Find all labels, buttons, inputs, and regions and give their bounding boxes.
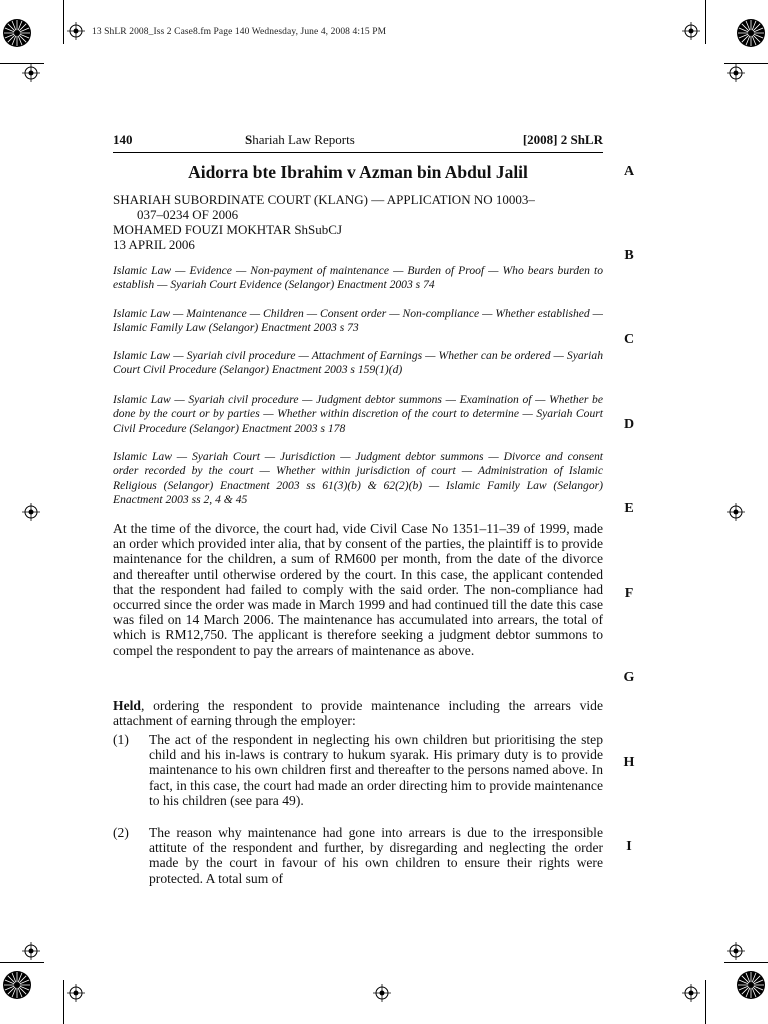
page-number: 140 [113,132,133,147]
journal-name-rest: hariah Law Reports [252,132,355,147]
catchword-paragraph: Islamic Law — Syariah civil procedure — Attachment of Earnings — Whether can be ordered — Syariah Court Civil Procedure (Selangor) Enactment 2003 s 159(1)(d) [113,349,603,377]
registration-rosette-icon [736,970,766,1000]
registration-target-icon [682,22,700,40]
held-item-text: The reason why maintenance had gone into arrears is due to the irresponsible attitute of the respondent and further, by disregarding and neglecting the order made by the court in favour of his own children to ensure their rights were protected. A total sum of [149,825,603,886]
catchword-paragraph: Islamic Law — Syariah Court — Jurisdiction — Judgment debtor summons — Divorce and consent order recorded by the court — Whether within jurisdiction of court — Administration of Islamic Religious (Selangor) Enactment 2003 ss 61(3)(b) & 62(2)(b) — Islamic Family Law (Selangor) Enactment 2003 ss 2, 4 & 45 [113,450,603,506]
margin-letter: A [623,164,635,179]
margin-letter: E [624,501,634,516]
held-intro: , ordering the respondent to provide maintenance including the arrears vide attachment of earning through the employer: [113,698,603,729]
journal-initial: S [245,132,253,147]
margin-letter: I [626,839,632,854]
facts-paragraph: At the time of the divorce, the court had, vide Civil Case No 1351–11–39 of 1999, made an order which provided inter alia, that by consent of the parties, the plaintiff is to provide maintenance for the children, a sum of RM600 per month, from the date of the divorce and thereafter until otherwise ordered by the court. In this case, the applicant contended that the respondent had failed to comply with the said order. The non-compliance had occurred since the order was made in March 1999 and had continued till the date this case was filed on 14 March 2006. The maintenance has accumulated into arrears, the total of which is RM12,750. The applicant is therefore seeking a judgment debtor summons to compel the respondent to pay the arrears of maintenance as above. [113,521,603,658]
court-line: SHARIAH SUBORDINATE COURT (KLANG) — APPLICATION NO 10003– [113,192,535,207]
catchword-paragraph: Islamic Law — Syariah civil procedure — Judgment debtor summons — Examination of — Whether be done by the court or by parties — Whether within discretion of the court to determine — Syariah Court Civil Procedure (Selangor) Enactment 2003 s 178 [113,393,603,435]
crop-mark [705,0,706,44]
margin-letter: H [623,755,635,770]
case-title: Aidorra bte Ibrahim v Azman bin Abdul Jalil [188,162,528,182]
registration-rosette-icon [2,970,32,1000]
crop-mark [63,0,64,44]
registration-target-icon [22,942,40,960]
registration-target-icon [727,503,745,521]
judge-name: MOHAMED FOUZI MOKHTAR ShSubCJ [113,222,343,237]
report-citation: [2008] 2 ShLR [522,132,603,147]
held-item-number: (1) [113,732,129,747]
held-item-text: The act of the respondent in neglecting his own children but prioritising the step child and his in-laws is contrary to hukum syarak. His primary duty is to provide maintenance to his own children first and thereafter to the persons named above. In fact, in this case, the court had made an order directing him to provide maintenance to his children (see para 49). [149,732,603,808]
registration-rosette-icon [736,18,766,48]
registration-target-icon [22,503,40,521]
held-label: Held [113,698,141,713]
registration-target-icon [682,984,700,1002]
registration-target-icon [22,64,40,82]
registration-target-icon [727,64,745,82]
crop-mark [724,962,768,963]
margin-letter: C [623,332,635,347]
file-slug: 13 ShLR 2008_Iss 2 Case8.fm Page 140 Wednesday, June 4, 2008 4:15 PM [92,27,387,37]
margin-letter: F [624,586,634,601]
registration-rosette-icon [2,18,32,48]
journal-name [245,132,355,148]
held-item-number: (2) [113,825,129,840]
catchword-paragraph: Islamic Law — Evidence — Non-payment of maintenance — Burden of Proof — Who bears burden to establish — Syariah Court Evidence (Selangor) Enactment 2003 s 74 [113,264,603,292]
decision-date: 13 APRIL 2006 [113,237,195,252]
registration-target-icon [727,942,745,960]
margin-letter: G [623,670,635,685]
held-item [113,825,603,889]
court-line-cont: 037–0234 OF 2006 [137,207,239,222]
registration-target-icon [373,984,391,1002]
header-rule [113,152,603,153]
crop-mark [0,962,44,963]
court-info [113,192,603,252]
catchword-paragraph: Islamic Law — Maintenance — Children — Consent order — Non-compliance — Whether established — Islamic Family Law (Selangor) Enactment 2003 s 73 [113,307,603,335]
running-head [113,132,603,148]
margin-letter: B [624,248,634,263]
held-paragraph [113,698,603,728]
crop-mark [63,980,64,1024]
crop-mark [705,980,706,1024]
held-item [113,732,603,824]
registration-target-icon [67,984,85,1002]
margin-letter: D [623,417,635,432]
registration-target-icon [67,22,85,40]
